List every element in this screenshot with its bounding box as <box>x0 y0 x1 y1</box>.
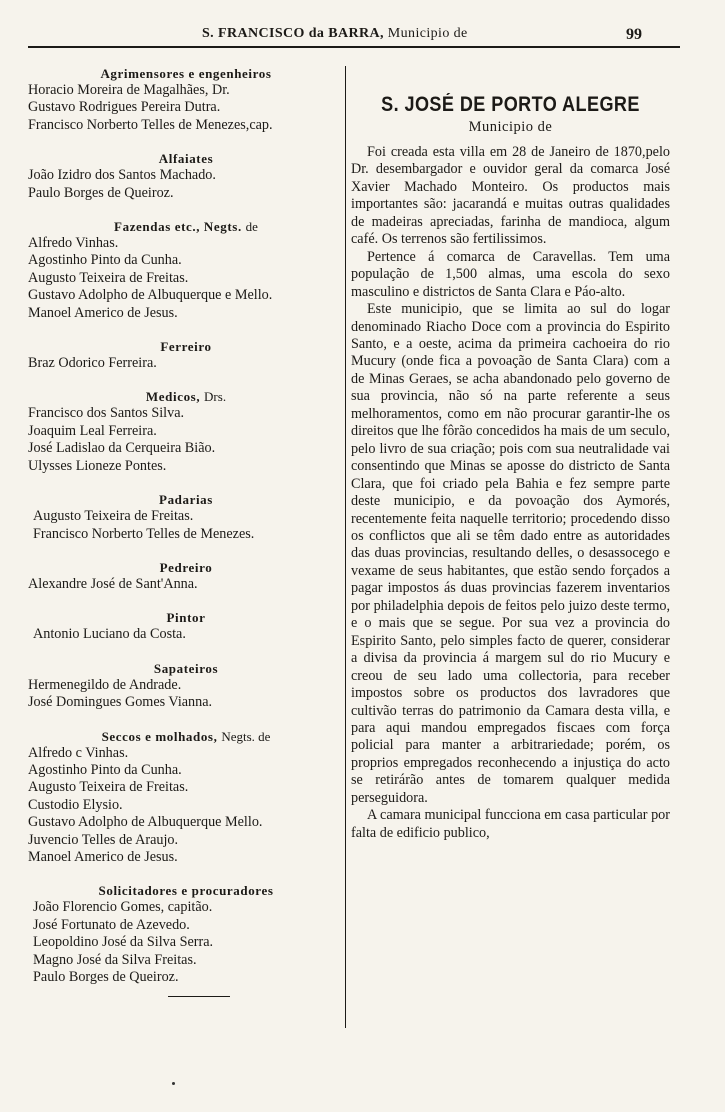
directory-entry: Agostinho Pinto da Cunha. <box>28 252 182 269</box>
directory-entry: Gustavo Adolpho de Albuquerque e Mello. <box>28 287 273 304</box>
section-title <box>28 66 344 82</box>
section-title-main: Padarias <box>159 492 213 508</box>
ink-speck <box>172 1082 175 1085</box>
section-title-main: Seccos e molhados, <box>101 728 218 744</box>
section-title-main: Solicitadores e procuradores <box>98 883 274 899</box>
directory-section <box>28 661 344 712</box>
section-title <box>28 389 344 405</box>
directory-entry: Francisco Norberto Telles de Menezes,cap. <box>28 116 273 133</box>
article-title: S. JOSÉ DE PORTO ALEGRE <box>381 93 640 116</box>
directory-entry: Agostinho Pinto da Cunha. <box>28 761 182 778</box>
directory-entry: Augusto Teixeira de Freitas. <box>28 269 189 286</box>
section-title <box>28 610 344 626</box>
directory-entry: Francisco Norberto Telles de Menezes. <box>33 525 255 542</box>
section-title <box>28 492 344 508</box>
directory-entry: Braz Odorico Ferreira. <box>28 355 157 372</box>
directory-entry: Manoel Americo de Jesus. <box>28 848 178 865</box>
directory-entry: Hermenegildo de Andrade. <box>28 676 182 693</box>
section-title-main: Fazendas etc., Negts. <box>114 219 242 235</box>
directory-section <box>28 610 344 643</box>
section-title <box>28 151 344 167</box>
section-title-main: Alfaiates <box>158 151 214 167</box>
section-title-main: Pedreiro <box>159 559 213 575</box>
section-title <box>28 883 344 899</box>
running-header <box>28 22 680 48</box>
directory-entry: Gustavo Adolpho de Albuquerque Mello. <box>28 814 263 831</box>
section-title-sub: de <box>245 219 258 235</box>
article-column <box>351 92 670 842</box>
article-body <box>351 144 670 842</box>
directory-section <box>28 389 344 475</box>
running-title-sub: Municipio de <box>387 26 468 41</box>
section-title-sub: Negts. de <box>221 728 271 744</box>
directory-entry: Paulo Borges de Queiroz. <box>28 184 174 201</box>
directory-entry: Augusto Teixeira de Freitas. <box>28 779 189 796</box>
directory-entry: Ulysses Lioneze Pontes. <box>28 457 167 474</box>
directory-entry: João Florencio Gomes, capitão. <box>33 899 213 916</box>
directory-entry: Augusto Teixeira de Freitas. <box>33 508 194 525</box>
directory-entry: José Ladislao da Cerqueira Bião. <box>28 440 216 457</box>
section-title-main: Sapateiros <box>153 660 219 676</box>
directory-entry: Alfredo Vinhas. <box>28 235 119 252</box>
directory-entry: Francisco dos Santos Silva. <box>28 405 185 422</box>
directory-column <box>28 66 344 997</box>
directory-entry: Gustavo Rodrigues Pereira Dutra. <box>28 99 221 116</box>
section-title-main: Pintor <box>166 610 206 626</box>
article-paragraph: Pertence á comarca de Caravellas. Tem uma população de 1,500 almas, uma escola do sexo masculino e districtos de Santa Clara e Páo-alto. <box>351 248 670 300</box>
directory-section <box>28 219 344 322</box>
directory-entry: Horacio Moreira de Magalhães, Dr. <box>28 82 230 98</box>
directory-entry: Juvencio Telles de Araujo. <box>28 831 179 848</box>
section-title <box>28 729 344 745</box>
directory-entry: Custodio Elysio. <box>28 796 123 813</box>
section-title-main: Ferreiro <box>160 339 212 355</box>
section-title-sub: Drs. <box>204 389 227 405</box>
page-number: 99 <box>626 26 642 43</box>
directory-section <box>28 339 344 372</box>
section-title-main: Medicos, <box>145 389 201 405</box>
directory-section <box>28 66 344 134</box>
section-title <box>28 560 344 576</box>
directory-entry: Antonio Luciano da Costa. <box>33 626 186 643</box>
directory-section <box>28 151 344 202</box>
directory-entry: Magno José da Silva Freitas. <box>33 951 197 968</box>
article-paragraph: Foi creada esta villa em 28 de Janeiro de 1870,pelo Dr. desembargador e ouvidor geral da comarca José Xavier Machado Monteiro. Os productos mais importantes são: jacarandá e muitas outras qualidades de madeiras apreciadas, farinha de mandioca, algum café. Os terrenos são fertilissimos. <box>351 144 670 248</box>
directory-entry: José Domingues Gomes Vianna. <box>28 694 213 711</box>
running-title-place: S. FRANCISCO da BARRA, <box>202 26 384 41</box>
section-title <box>28 661 344 677</box>
running-title <box>202 26 468 42</box>
directory-entry: Alexandre José de Sant'Anna. <box>28 575 198 592</box>
column-divider <box>345 66 346 1028</box>
directory-entry: Paulo Borges de Queiroz. <box>33 969 179 985</box>
directory-entry: Leopoldino José da Silva Serra. <box>33 934 214 951</box>
article-subtitle: Municipio de <box>468 119 553 135</box>
directory-section <box>28 883 344 997</box>
directory-section <box>28 492 344 543</box>
article-paragraph: Este municipio, que se limita ao sul do logar denominado Riacho Doce com a provincia do Espirito Santo, e a oeste, acima da primeira cachoeira do rio Mucury (onde fica a povoação de Santa Clara) com a de Minas Geraes, se acha abandonado pelo governo de sua provincia, não só na parte referente a seus melhoramentos, como em não procurar garantir-lhe os direitos que lhe fôrão concedidos ha mais de um seculo, pelo livro de sua criação; pois com sua neutralidade vai consentindo que Minas se aposse do districto de Santa Clara, que foi criado pela Bahia e fez sempre parte deste municipio, e da povoação dos Aymorés, recentemente feita naquelle territorio; procedendo disso os conflictos que ali se têm dado entre as autoridades das duas provincias, resultando delles, o desassocego e vexame de seus habitantes, que estão sendo forçados a pagar impostos ás duas provincias fazerem inventarios por philadelphia depois de feitos pelo juizo deste termo, e o mais que se segue. Por sua vez a provincia do Espirito Santo, pelo simples facto de querer, considerar a divisa da provincia á margem sul do rio Mucury e creou de seu lado uma collectoria, para receber impostos sobre os productos dos lavradores que cultivão terras do patrimonio da Camara desta villa, e para aqui mandou empregados fiscaes com força policial para manter a arbitrariedade; porém, os proprios empregados reconhecendo a injustiça do acto se retirárão antes de tomarem qualquer medida perseguidora. <box>351 301 670 806</box>
directory-entry: José Fortunato de Azevedo. <box>33 916 190 933</box>
section-title-main: Agrimensores e engenheiros <box>100 66 272 81</box>
end-rule <box>168 996 230 997</box>
directory-entry: João Izidro dos Santos Machado. <box>28 167 216 184</box>
article-paragraph: A camara municipal funcciona em casa particular por falta de edificio publico, <box>351 807 670 841</box>
directory-entry: Manoel Americo de Jesus. <box>28 304 178 321</box>
section-title <box>28 339 344 355</box>
directory-section <box>28 729 344 867</box>
directory-section <box>28 560 344 593</box>
directory-entry: Alfredo c Vinhas. <box>28 744 129 761</box>
section-title <box>28 219 344 235</box>
directory-entry: Joaquim Leal Ferreira. <box>28 422 157 439</box>
